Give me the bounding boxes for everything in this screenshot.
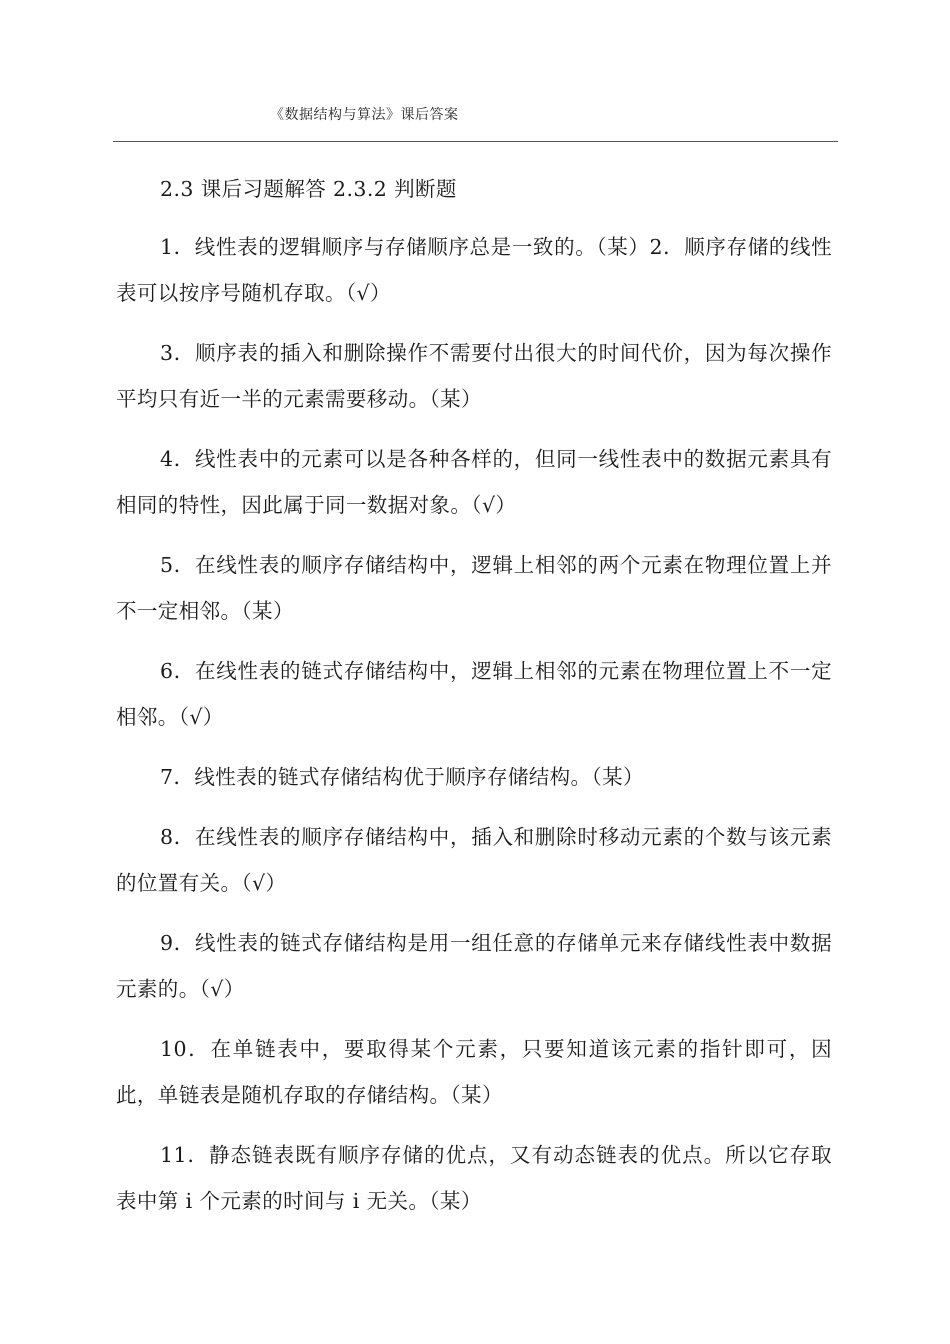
question-item-9: 9．线性表的链式存储结构是用一组任意的存储单元来存储线性表中数据元素的。（√） xyxy=(116,931,832,1001)
section-heading: 2.3 课后习题解答 2.3.2 判断题 xyxy=(160,177,457,201)
header-title: 《数据结构与算法》课后答案 xyxy=(270,107,459,123)
question-item-4: 4．线性表中的元素可以是各种各样的，但同一线性表中的数据元素具有相同的特性，因此属于同一数据对象。（√） xyxy=(116,447,832,517)
question-item-5: 5．在线性表的顺序存储结构中，逻辑上相邻的两个元素在物理位置上并不一定相邻。（某） xyxy=(116,553,832,623)
question-item-11: 11．静态链表既有顺序存储的优点，又有动态链表的优点。所以它存取表中第 i 个元素的时间与 i 无关。（某） xyxy=(116,1143,832,1213)
header-divider xyxy=(113,141,838,142)
question-item-6: 6．在线性表的链式存储结构中，逻辑上相邻的元素在物理位置上不一定相邻。（√） xyxy=(116,659,832,729)
document-body xyxy=(116,166,832,1238)
question-item-3: 3．顺序表的插入和删除操作不需要付出很大的时间代价，因为每次操作平均只有近一半的元素需要移动。（某） xyxy=(116,341,832,411)
question-item-8: 8．在线性表的顺序存储结构中，插入和删除时移动元素的个数与该元素的位置有关。（√） xyxy=(116,825,832,895)
question-item-10: 10．在单链表中，要取得某个元素，只要知道该元素的指针即可，因此，单链表是随机存取的存储结构。（某） xyxy=(116,1037,832,1107)
question-item-7: 7．线性表的链式存储结构优于顺序存储结构。（某） xyxy=(160,765,644,789)
question-item-1: 1．线性表的逻辑顺序与存储顺序总是一致的。（某）2．顺序存储的线性表可以按序号随机存取。（√） xyxy=(116,235,832,305)
